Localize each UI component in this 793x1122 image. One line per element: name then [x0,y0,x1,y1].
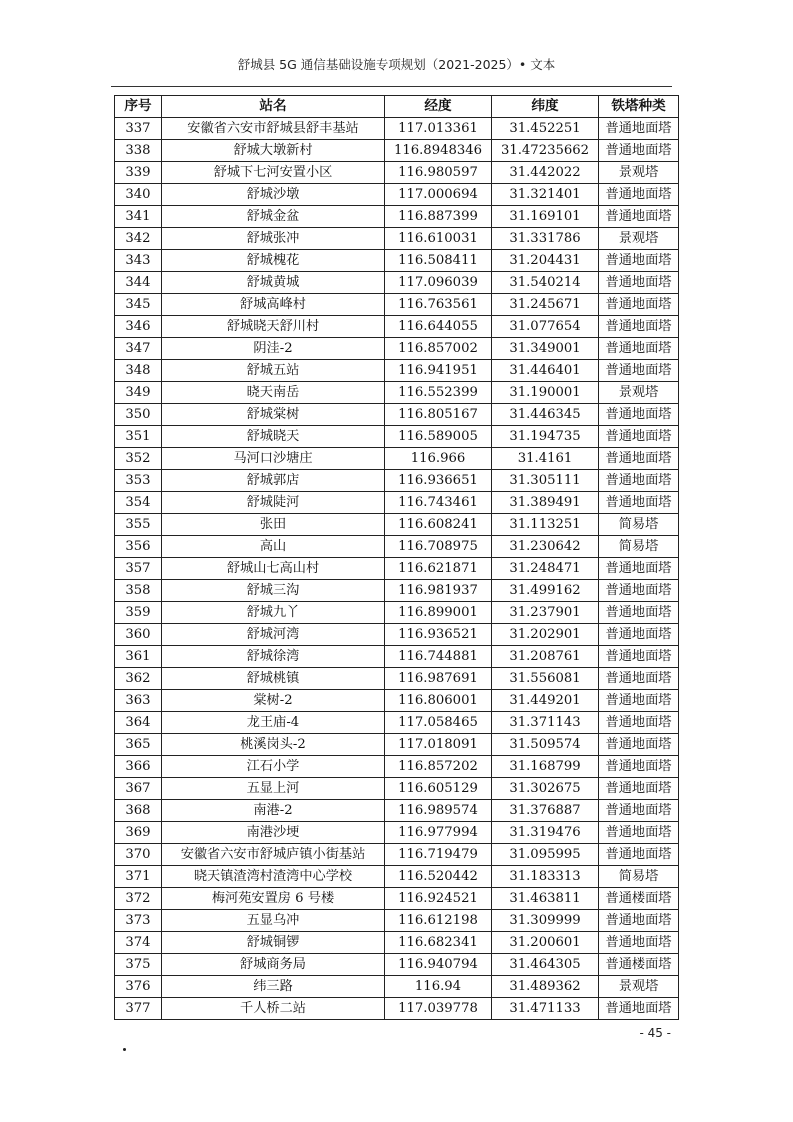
cell-longitude: 116.589005 [385,426,492,448]
cell-station-name: 舒城山七高山村 [162,558,385,580]
cell-number: 338 [115,140,162,162]
table-row [115,822,679,844]
table-row [115,756,679,778]
cell-tower-type: 普通地面塔 [599,580,679,602]
cell-station-name: 五显乌冲 [162,910,385,932]
cell-longitude: 117.096039 [385,272,492,294]
cell-longitude: 116.8948346 [385,140,492,162]
cell-tower-type: 普通地面塔 [599,206,679,228]
cell-number: 365 [115,734,162,756]
cell-number: 341 [115,206,162,228]
cell-latitude: 31.449201 [492,690,599,712]
cell-longitude: 116.936521 [385,624,492,646]
cell-longitude: 116.520442 [385,866,492,888]
cell-tower-type: 普通地面塔 [599,800,679,822]
table-row [115,338,679,360]
cell-station-name: 舒城商务局 [162,954,385,976]
table-row [115,382,679,404]
header-rule [111,86,672,87]
cell-station-name: 千人桥二站 [162,998,385,1020]
cell-latitude: 31.389491 [492,492,599,514]
cell-longitude: 116.857002 [385,338,492,360]
table-row [115,250,679,272]
cell-latitude: 31.489362 [492,976,599,998]
cell-latitude: 31.319476 [492,822,599,844]
table-row [115,404,679,426]
cell-station-name: 五显上河 [162,778,385,800]
cell-latitude: 31.168799 [492,756,599,778]
cell-tower-type: 普通地面塔 [599,250,679,272]
cell-longitude: 117.018091 [385,734,492,756]
cell-number: 376 [115,976,162,998]
cell-latitude: 31.556081 [492,668,599,690]
cell-number: 374 [115,932,162,954]
table-row [115,206,679,228]
table-row [115,316,679,338]
cell-station-name: 安徽省六安市舒城庐镇小街基站 [162,844,385,866]
cell-number: 369 [115,822,162,844]
table-row [115,360,679,382]
cell-latitude: 31.095995 [492,844,599,866]
cell-longitude: 116.887399 [385,206,492,228]
table-row [115,866,679,888]
cell-number: 375 [115,954,162,976]
cell-longitude: 117.000694 [385,184,492,206]
table-row [115,888,679,910]
cell-longitude: 116.743461 [385,492,492,514]
cell-tower-type: 景观塔 [599,162,679,184]
cell-number: 344 [115,272,162,294]
cell-station-name: 舒城下七河安置小区 [162,162,385,184]
page-header: 舒城县 5G 通信基础设施专项规划（2021-2025）• 文本 [237,57,556,72]
cell-latitude: 31.509574 [492,734,599,756]
cell-longitude: 116.980597 [385,162,492,184]
table-row [115,580,679,602]
column-header-tower-type: 铁塔种类 [599,96,679,118]
cell-tower-type: 普通地面塔 [599,316,679,338]
cell-tower-type: 普通地面塔 [599,338,679,360]
cell-latitude: 31.202901 [492,624,599,646]
cell-number: 339 [115,162,162,184]
table-row [115,954,679,976]
cell-tower-type: 普通地面塔 [599,470,679,492]
cell-station-name: 舒城铜锣 [162,932,385,954]
cell-tower-type: 普通地面塔 [599,822,679,844]
cell-station-name: 晓天南岳 [162,382,385,404]
cell-station-name: 舒城棠树 [162,404,385,426]
cell-longitude: 116.989574 [385,800,492,822]
cell-station-name: 舒城桃镇 [162,668,385,690]
cell-tower-type: 普通地面塔 [599,690,679,712]
cell-latitude: 31.471133 [492,998,599,1020]
cell-latitude: 31.499162 [492,580,599,602]
cell-latitude: 31.309999 [492,910,599,932]
cell-tower-type: 普通地面塔 [599,668,679,690]
cell-number: 355 [115,514,162,536]
cell-number: 345 [115,294,162,316]
cell-station-name: 舒城沙墩 [162,184,385,206]
cell-station-name: 舒城五站 [162,360,385,382]
cell-tower-type: 普通楼面塔 [599,888,679,910]
cell-tower-type: 普通地面塔 [599,602,679,624]
cell-number: 351 [115,426,162,448]
table-row [115,602,679,624]
cell-longitude: 116.966 [385,448,492,470]
cell-number: 358 [115,580,162,602]
cell-station-name: 舒城槐花 [162,250,385,272]
cell-station-name: 舒城大墩新村 [162,140,385,162]
cell-tower-type: 普通地面塔 [599,360,679,382]
table-row [115,712,679,734]
cell-longitude: 116.682341 [385,932,492,954]
table-row [115,294,679,316]
cell-number: 370 [115,844,162,866]
cell-latitude: 31.208761 [492,646,599,668]
cell-station-name: 舒城陡河 [162,492,385,514]
cell-latitude: 31.463811 [492,888,599,910]
table-row [115,646,679,668]
cell-latitude: 31.452251 [492,118,599,140]
table-row [115,492,679,514]
cell-tower-type: 普通地面塔 [599,272,679,294]
cell-latitude: 31.442022 [492,162,599,184]
table-row [115,690,679,712]
cell-tower-type: 景观塔 [599,228,679,250]
cell-number: 366 [115,756,162,778]
cell-longitude: 116.94 [385,976,492,998]
table-row [115,184,679,206]
cell-tower-type: 普通地面塔 [599,646,679,668]
cell-latitude: 31.321401 [492,184,599,206]
cell-number: 349 [115,382,162,404]
cell-number: 352 [115,448,162,470]
cell-longitude: 116.941951 [385,360,492,382]
cell-number: 367 [115,778,162,800]
cell-latitude: 31.446345 [492,404,599,426]
cell-longitude: 116.924521 [385,888,492,910]
cell-longitude: 116.621871 [385,558,492,580]
cell-longitude: 116.899001 [385,602,492,624]
cell-latitude: 31.540214 [492,272,599,294]
cell-latitude: 31.245671 [492,294,599,316]
cell-number: 373 [115,910,162,932]
cell-station-name: 舒城张冲 [162,228,385,250]
cell-station-name: 张田 [162,514,385,536]
table-row [115,998,679,1020]
cell-longitude: 116.605129 [385,778,492,800]
table-row [115,844,679,866]
cell-number: 342 [115,228,162,250]
cell-number: 337 [115,118,162,140]
table-row [115,448,679,470]
column-header-station-name: 站名 [162,96,385,118]
station-table [114,95,679,1020]
footer-bullet [123,1048,126,1051]
cell-latitude: 31.331786 [492,228,599,250]
cell-tower-type: 普通地面塔 [599,756,679,778]
cell-latitude: 31.464305 [492,954,599,976]
cell-longitude: 116.857202 [385,756,492,778]
cell-tower-type: 景观塔 [599,976,679,998]
table-row [115,624,679,646]
cell-tower-type: 普通地面塔 [599,734,679,756]
cell-longitude: 116.806001 [385,690,492,712]
table-row [115,470,679,492]
cell-latitude: 31.200601 [492,932,599,954]
cell-tower-type: 普通地面塔 [599,404,679,426]
table-row [115,426,679,448]
cell-tower-type: 普通地面塔 [599,558,679,580]
cell-latitude: 31.183313 [492,866,599,888]
cell-latitude: 31.371143 [492,712,599,734]
cell-station-name: 南港-2 [162,800,385,822]
cell-longitude: 116.805167 [385,404,492,426]
cell-longitude: 116.719479 [385,844,492,866]
cell-number: 357 [115,558,162,580]
cell-latitude: 31.47235662 [492,140,599,162]
cell-station-name: 高山 [162,536,385,558]
cell-longitude: 116.552399 [385,382,492,404]
cell-number: 343 [115,250,162,272]
cell-longitude: 117.013361 [385,118,492,140]
cell-longitude: 116.508411 [385,250,492,272]
cell-station-name: 舒城郭店 [162,470,385,492]
cell-tower-type: 普通地面塔 [599,624,679,646]
cell-latitude: 31.190001 [492,382,599,404]
cell-tower-type: 普通地面塔 [599,426,679,448]
cell-number: 364 [115,712,162,734]
cell-station-name: 舒城金盆 [162,206,385,228]
cell-station-name: 晓天镇渣湾村渣湾中心学校 [162,866,385,888]
cell-number: 356 [115,536,162,558]
cell-station-name: 舒城九丫 [162,602,385,624]
cell-latitude: 31.204431 [492,250,599,272]
cell-longitude: 117.058465 [385,712,492,734]
column-header-number: 序号 [115,96,162,118]
cell-station-name: 阴洼-2 [162,338,385,360]
table-row [115,228,679,250]
table-body [115,118,679,1020]
cell-station-name: 桃溪岗头-2 [162,734,385,756]
cell-tower-type: 普通地面塔 [599,910,679,932]
cell-latitude: 31.4161 [492,448,599,470]
cell-tower-type: 普通地面塔 [599,844,679,866]
cell-latitude: 31.302675 [492,778,599,800]
cell-tower-type: 普通地面塔 [599,140,679,162]
cell-longitude: 117.039778 [385,998,492,1020]
cell-latitude: 31.248471 [492,558,599,580]
cell-tower-type: 普通地面塔 [599,448,679,470]
cell-station-name: 纬三路 [162,976,385,998]
cell-number: 354 [115,492,162,514]
table-row [115,734,679,756]
cell-tower-type: 简易塔 [599,514,679,536]
table-row [115,800,679,822]
cell-number: 362 [115,668,162,690]
table-row [115,778,679,800]
cell-number: 360 [115,624,162,646]
table-row [115,118,679,140]
cell-longitude: 116.936651 [385,470,492,492]
cell-number: 372 [115,888,162,910]
table-row [115,514,679,536]
cell-station-name: 舒城徐湾 [162,646,385,668]
cell-station-name: 舒城河湾 [162,624,385,646]
cell-station-name: 南港沙埂 [162,822,385,844]
cell-latitude: 31.376887 [492,800,599,822]
cell-tower-type: 简易塔 [599,536,679,558]
cell-number: 348 [115,360,162,382]
table-row [115,140,679,162]
cell-latitude: 31.113251 [492,514,599,536]
cell-number: 350 [115,404,162,426]
cell-longitude: 116.644055 [385,316,492,338]
column-header-latitude: 纬度 [492,96,599,118]
cell-tower-type: 普通地面塔 [599,998,679,1020]
cell-latitude: 31.077654 [492,316,599,338]
cell-tower-type: 普通地面塔 [599,184,679,206]
cell-tower-type: 普通地面塔 [599,778,679,800]
cell-longitude: 116.987691 [385,668,492,690]
cell-longitude: 116.610031 [385,228,492,250]
cell-latitude: 31.230642 [492,536,599,558]
cell-station-name: 梅河苑安置房 6 号楼 [162,888,385,910]
cell-longitude: 116.940794 [385,954,492,976]
cell-longitude: 116.612198 [385,910,492,932]
cell-number: 347 [115,338,162,360]
cell-number: 359 [115,602,162,624]
column-header-longitude: 经度 [385,96,492,118]
cell-station-name: 舒城晓天 [162,426,385,448]
cell-station-name: 棠树-2 [162,690,385,712]
cell-number: 377 [115,998,162,1020]
cell-latitude: 31.169101 [492,206,599,228]
cell-number: 371 [115,866,162,888]
cell-tower-type: 普通地面塔 [599,118,679,140]
table-row [115,668,679,690]
cell-latitude: 31.446401 [492,360,599,382]
cell-tower-type: 简易塔 [599,866,679,888]
cell-number: 340 [115,184,162,206]
table-row [115,910,679,932]
cell-station-name: 安徽省六安市舒城县舒丰基站 [162,118,385,140]
cell-longitude: 116.763561 [385,294,492,316]
cell-longitude: 116.608241 [385,514,492,536]
cell-tower-type: 普通地面塔 [599,932,679,954]
cell-station-name: 龙王庙-4 [162,712,385,734]
cell-latitude: 31.305111 [492,470,599,492]
cell-number: 363 [115,690,162,712]
cell-station-name: 舒城高峰村 [162,294,385,316]
table-row [115,558,679,580]
cell-station-name: 马河口沙塘庄 [162,448,385,470]
cell-tower-type: 景观塔 [599,382,679,404]
cell-tower-type: 普通地面塔 [599,712,679,734]
cell-number: 346 [115,316,162,338]
cell-number: 361 [115,646,162,668]
cell-number: 353 [115,470,162,492]
cell-latitude: 31.349001 [492,338,599,360]
cell-tower-type: 普通地面塔 [599,294,679,316]
cell-tower-type: 普通地面塔 [599,492,679,514]
cell-latitude: 31.194735 [492,426,599,448]
cell-station-name: 舒城三沟 [162,580,385,602]
page-number: - 45 - [639,1026,671,1040]
cell-station-name: 舒城晓天舒川村 [162,316,385,338]
table-row [115,976,679,998]
cell-station-name: 舒城黄城 [162,272,385,294]
cell-latitude: 31.237901 [492,602,599,624]
table-row [115,162,679,184]
table-header-row [115,96,679,118]
cell-tower-type: 普通楼面塔 [599,954,679,976]
cell-longitude: 116.708975 [385,536,492,558]
cell-longitude: 116.981937 [385,580,492,602]
cell-longitude: 116.977994 [385,822,492,844]
table-row [115,932,679,954]
cell-station-name: 江石小学 [162,756,385,778]
table-row [115,536,679,558]
cell-number: 368 [115,800,162,822]
table-row [115,272,679,294]
cell-longitude: 116.744881 [385,646,492,668]
